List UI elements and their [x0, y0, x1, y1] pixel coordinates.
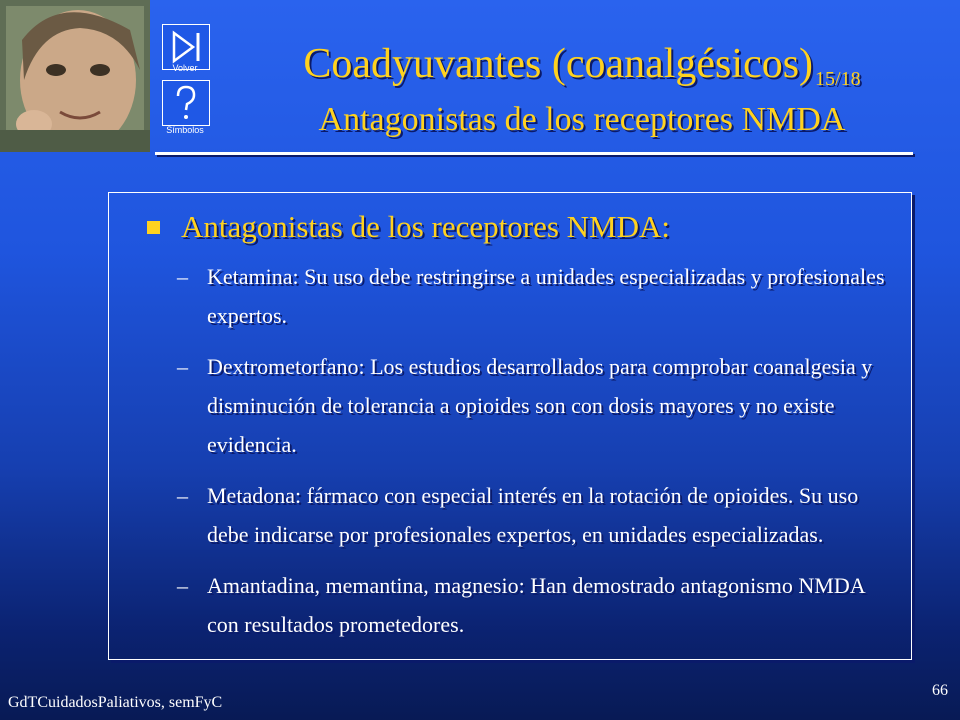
portrait-logo	[0, 0, 150, 152]
list-item	[177, 257, 897, 335]
page-number: 66	[932, 682, 948, 699]
page-title	[222, 40, 942, 103]
symbols-label: Símbolos	[166, 125, 204, 135]
dash-bullet: –	[177, 264, 188, 289]
dash-bullet: –	[177, 483, 188, 508]
list-item	[177, 347, 897, 464]
list-item-text: Metadona: fármaco con especial interés en la rotación de opioides. Su uso debe indicarse por profesionales expertos, en unidades especializadas.	[207, 483, 859, 547]
content-box	[108, 192, 912, 660]
question-icon	[163, 81, 209, 125]
content-heading: Antagonistas de los receptores NMDA:	[181, 209, 671, 244]
square-bullet-icon	[147, 221, 160, 234]
symbols-button[interactable]	[162, 80, 210, 126]
list-item-text: Amantadina, memantina, magnesio: Han demostrado antagonismo NMDA con resultados prometedores.	[207, 573, 865, 637]
list-item-text: Dextrometorfano: Los estudios desarrollados para comprobar coanalgesia y disminución de tolerancia a opioides son con dosis mayores y no existe evidencia.	[207, 354, 873, 457]
back-button[interactable]	[162, 24, 210, 70]
play-next-icon	[163, 25, 209, 69]
footer-credit: GdTCuidadosPaliativos, semFyC	[8, 694, 223, 711]
title-divider	[155, 152, 913, 155]
item-list	[177, 257, 897, 656]
title-text: Coadyuvantes (coanalgésicos)	[303, 41, 814, 87]
dash-bullet: –	[177, 573, 188, 598]
back-label: Volver	[172, 63, 198, 73]
title-page-indicator: 15/18	[815, 68, 861, 90]
list-item-text: Ketamina: Su uso debe restringirse a unidades especializadas y profesionales expertos.	[207, 264, 885, 328]
list-item	[177, 476, 897, 554]
page-subtitle: Antagonistas de los receptores NMDA	[318, 101, 846, 138]
dash-bullet: –	[177, 354, 188, 379]
list-item	[177, 566, 897, 644]
